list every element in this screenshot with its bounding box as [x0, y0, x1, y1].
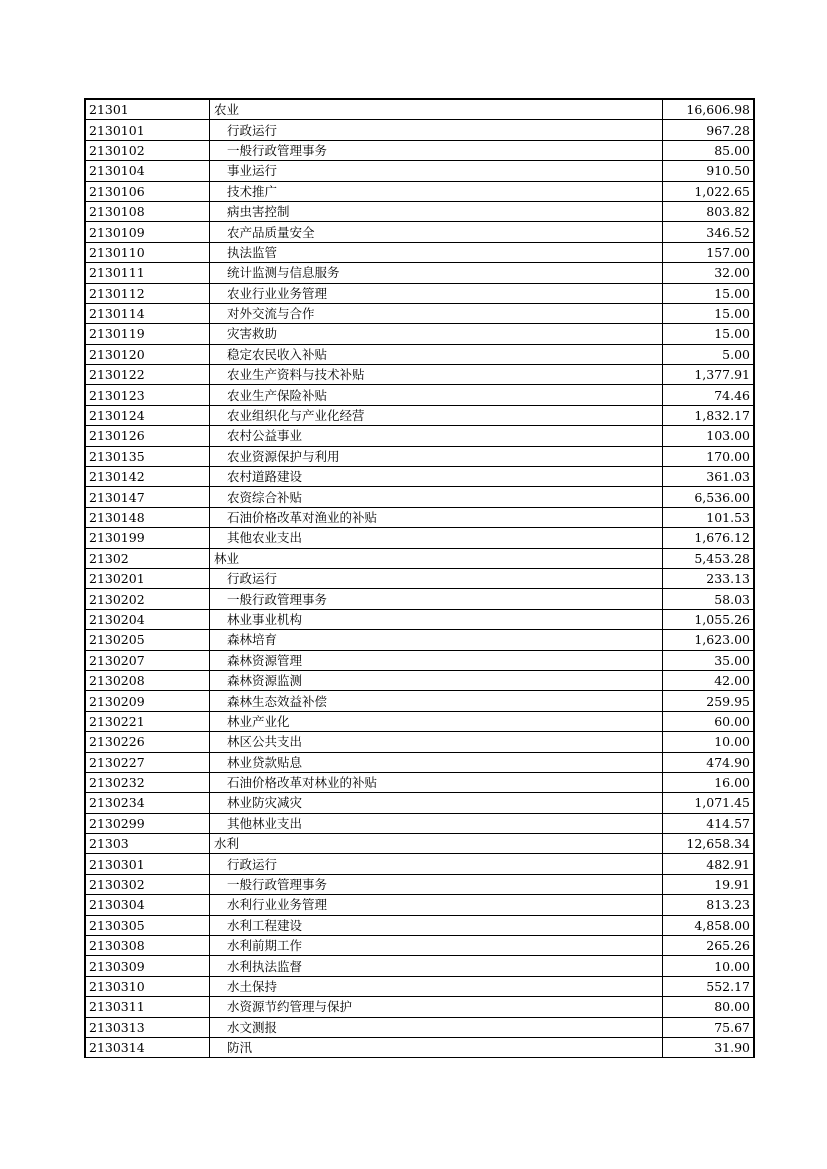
row-code: 2130299	[85, 813, 210, 833]
table-row	[85, 976, 754, 996]
table-row	[85, 507, 754, 527]
row-amount: 910.50	[663, 161, 755, 181]
row-amount: 80.00	[663, 997, 755, 1017]
table-row	[85, 201, 754, 221]
row-amount: 10.00	[663, 956, 755, 976]
row-name: 农业生产保险补贴	[210, 385, 663, 405]
row-code: 2130135	[85, 446, 210, 466]
table-row	[85, 405, 754, 425]
row-name: 林区公共支出	[210, 732, 663, 752]
row-name: 农业资源保护与利用	[210, 446, 663, 466]
row-name: 农业行业业务管理	[210, 283, 663, 303]
row-code: 2130109	[85, 222, 210, 242]
row-name: 稳定农民收入补贴	[210, 344, 663, 364]
row-name: 技术推广	[210, 181, 663, 201]
row-code: 2130313	[85, 1017, 210, 1037]
table-row	[85, 997, 754, 1017]
row-code: 2130106	[85, 181, 210, 201]
row-code: 2130120	[85, 344, 210, 364]
row-code: 2130305	[85, 915, 210, 935]
row-amount: 813.23	[663, 895, 755, 915]
table-row	[85, 365, 754, 385]
row-name: 水土保持	[210, 976, 663, 996]
row-name: 农业	[210, 99, 663, 120]
row-amount: 19.91	[663, 874, 755, 894]
row-code: 2130310	[85, 976, 210, 996]
table-row	[85, 446, 754, 466]
table-row	[85, 568, 754, 588]
table-row	[85, 385, 754, 405]
table-row	[85, 426, 754, 446]
table-row	[85, 1017, 754, 1037]
table-row	[85, 609, 754, 629]
row-amount: 5.00	[663, 344, 755, 364]
row-code: 2130112	[85, 283, 210, 303]
row-code: 2130207	[85, 650, 210, 670]
row-code: 2130201	[85, 568, 210, 588]
table-row	[85, 222, 754, 242]
row-code: 2130119	[85, 324, 210, 344]
row-name: 森林生态效益补偿	[210, 691, 663, 711]
table-row	[85, 283, 754, 303]
table-row	[85, 487, 754, 507]
row-name: 林业防灾减灾	[210, 793, 663, 813]
row-code: 2130148	[85, 507, 210, 527]
row-code: 2130147	[85, 487, 210, 507]
row-name: 行政运行	[210, 568, 663, 588]
row-code: 21302	[85, 548, 210, 568]
row-name: 水利执法监督	[210, 956, 663, 976]
row-amount: 265.26	[663, 936, 755, 956]
table-row	[85, 711, 754, 731]
row-amount: 259.95	[663, 691, 755, 711]
row-code: 2130204	[85, 609, 210, 629]
row-code: 2130234	[85, 793, 210, 813]
table-row	[85, 589, 754, 609]
row-amount: 1,022.65	[663, 181, 755, 201]
row-code: 2130126	[85, 426, 210, 446]
table-row	[85, 895, 754, 915]
table-row	[85, 140, 754, 160]
row-name: 林业产业化	[210, 711, 663, 731]
row-amount: 1,623.00	[663, 630, 755, 650]
row-code: 2130123	[85, 385, 210, 405]
table-row	[85, 303, 754, 323]
row-code: 2130205	[85, 630, 210, 650]
table-row	[85, 854, 754, 874]
table-row	[85, 691, 754, 711]
table-row	[85, 752, 754, 772]
row-amount: 15.00	[663, 303, 755, 323]
row-amount: 803.82	[663, 201, 755, 221]
table-row	[85, 263, 754, 283]
table-row	[85, 120, 754, 140]
table-row	[85, 732, 754, 752]
row-name: 林业事业机构	[210, 609, 663, 629]
row-name: 执法监管	[210, 242, 663, 262]
row-code: 2130304	[85, 895, 210, 915]
row-code: 2130108	[85, 201, 210, 221]
row-code: 2130301	[85, 854, 210, 874]
row-amount: 32.00	[663, 263, 755, 283]
row-code: 2130314	[85, 1037, 210, 1057]
row-amount: 58.03	[663, 589, 755, 609]
row-name: 其他林业支出	[210, 813, 663, 833]
row-name: 防汛	[210, 1037, 663, 1057]
row-name: 农村道路建设	[210, 467, 663, 487]
table-row	[85, 1037, 754, 1057]
row-code: 2130111	[85, 263, 210, 283]
row-name: 石油价格改革对林业的补贴	[210, 772, 663, 792]
row-code: 2130110	[85, 242, 210, 262]
table-row	[85, 467, 754, 487]
row-code: 2130202	[85, 589, 210, 609]
row-name: 农村公益事业	[210, 426, 663, 446]
row-code: 2130227	[85, 752, 210, 772]
row-amount: 16,606.98	[663, 99, 755, 120]
row-code: 21303	[85, 834, 210, 854]
row-name: 农业生产资料与技术补贴	[210, 365, 663, 385]
row-amount: 233.13	[663, 568, 755, 588]
table-row	[85, 650, 754, 670]
row-amount: 6,536.00	[663, 487, 755, 507]
row-amount: 474.90	[663, 752, 755, 772]
table-row	[85, 181, 754, 201]
row-code: 2130232	[85, 772, 210, 792]
row-code: 2130209	[85, 691, 210, 711]
row-name: 行政运行	[210, 854, 663, 874]
row-name: 水利工程建设	[210, 915, 663, 935]
row-amount: 103.00	[663, 426, 755, 446]
row-amount: 552.17	[663, 976, 755, 996]
row-name: 农资综合补贴	[210, 487, 663, 507]
row-amount: 16.00	[663, 772, 755, 792]
row-amount: 1,676.12	[663, 528, 755, 548]
row-amount: 15.00	[663, 324, 755, 344]
row-amount: 60.00	[663, 711, 755, 731]
row-name: 农产品质量安全	[210, 222, 663, 242]
row-name: 水利	[210, 834, 663, 854]
row-amount: 85.00	[663, 140, 755, 160]
row-amount: 170.00	[663, 446, 755, 466]
row-code: 2130221	[85, 711, 210, 731]
row-name: 一般行政管理事务	[210, 589, 663, 609]
row-amount: 101.53	[663, 507, 755, 527]
table-row	[85, 670, 754, 690]
category-row	[85, 548, 754, 568]
row-name: 灾害救助	[210, 324, 663, 344]
budget-table-body	[85, 99, 754, 1058]
row-name: 对外交流与合作	[210, 303, 663, 323]
table-row	[85, 344, 754, 364]
row-name: 森林培育	[210, 630, 663, 650]
row-name: 水文测报	[210, 1017, 663, 1037]
row-amount: 1,832.17	[663, 405, 755, 425]
row-name: 一般行政管理事务	[210, 874, 663, 894]
table-row	[85, 772, 754, 792]
row-amount: 12,658.34	[663, 834, 755, 854]
row-name: 森林资源监测	[210, 670, 663, 690]
row-amount: 10.00	[663, 732, 755, 752]
row-name: 水利前期工作	[210, 936, 663, 956]
row-amount: 1,377.91	[663, 365, 755, 385]
row-code: 21301	[85, 99, 210, 120]
row-code: 2130308	[85, 936, 210, 956]
row-name: 统计监测与信息服务	[210, 263, 663, 283]
row-amount: 74.46	[663, 385, 755, 405]
table-row	[85, 242, 754, 262]
row-code: 2130114	[85, 303, 210, 323]
row-name: 行政运行	[210, 120, 663, 140]
table-row	[85, 324, 754, 344]
row-name: 病虫害控制	[210, 201, 663, 221]
row-name: 森林资源管理	[210, 650, 663, 670]
row-amount: 1,055.26	[663, 609, 755, 629]
row-amount: 35.00	[663, 650, 755, 670]
row-code: 2130311	[85, 997, 210, 1017]
row-amount: 75.67	[663, 1017, 755, 1037]
row-code: 2130102	[85, 140, 210, 160]
row-amount: 157.00	[663, 242, 755, 262]
row-name: 其他农业支出	[210, 528, 663, 548]
row-name: 林业	[210, 548, 663, 568]
category-row	[85, 99, 754, 120]
row-name: 一般行政管理事务	[210, 140, 663, 160]
row-code: 2130101	[85, 120, 210, 140]
row-amount: 1,071.45	[663, 793, 755, 813]
category-row	[85, 834, 754, 854]
row-amount: 967.28	[663, 120, 755, 140]
row-name: 农业组织化与产业化经营	[210, 405, 663, 425]
budget-table	[84, 98, 755, 1058]
table-row	[85, 915, 754, 935]
row-name: 石油价格改革对渔业的补贴	[210, 507, 663, 527]
row-name: 水利行业业务管理	[210, 895, 663, 915]
table-row	[85, 813, 754, 833]
table-row	[85, 528, 754, 548]
row-code: 2130104	[85, 161, 210, 181]
row-name: 林业贷款贴息	[210, 752, 663, 772]
row-code: 2130122	[85, 365, 210, 385]
row-code: 2130226	[85, 732, 210, 752]
row-name: 水资源节约管理与保护	[210, 997, 663, 1017]
row-code: 2130124	[85, 405, 210, 425]
table-row	[85, 161, 754, 181]
row-name: 事业运行	[210, 161, 663, 181]
row-amount: 361.03	[663, 467, 755, 487]
table-row	[85, 630, 754, 650]
table-row	[85, 874, 754, 894]
row-code: 2130208	[85, 670, 210, 690]
row-amount: 346.52	[663, 222, 755, 242]
row-amount: 15.00	[663, 283, 755, 303]
table-row	[85, 956, 754, 976]
row-amount: 4,858.00	[663, 915, 755, 935]
row-amount: 5,453.28	[663, 548, 755, 568]
row-amount: 42.00	[663, 670, 755, 690]
row-code: 2130302	[85, 874, 210, 894]
row-amount: 31.90	[663, 1037, 755, 1057]
row-code: 2130199	[85, 528, 210, 548]
table-row	[85, 793, 754, 813]
row-code: 2130142	[85, 467, 210, 487]
row-amount: 414.57	[663, 813, 755, 833]
row-code: 2130309	[85, 956, 210, 976]
row-amount: 482.91	[663, 854, 755, 874]
table-row	[85, 936, 754, 956]
